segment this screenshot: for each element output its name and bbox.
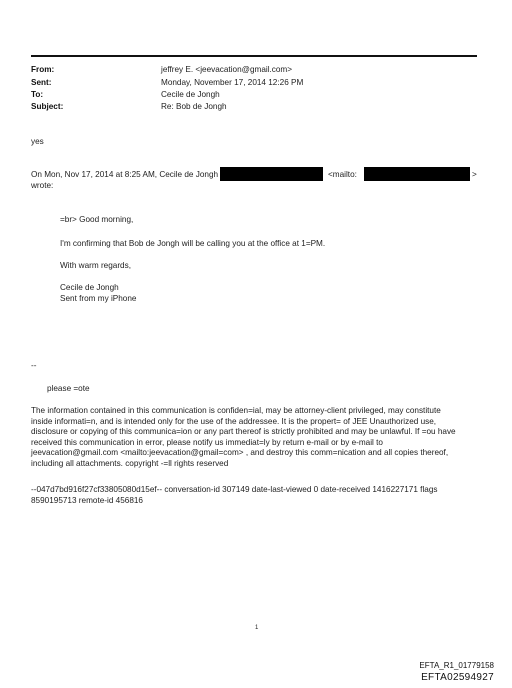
disclaimer-line: received this communication in error, please notify us immediat=ly by return e-mail or by e-mail to: [31, 437, 383, 447]
footer-id-secondary: EFTA02594927: [421, 672, 494, 683]
sent-label: Sent:: [31, 78, 52, 87]
redaction-box: [364, 167, 470, 181]
to-value: Cecile de Jongh: [161, 90, 220, 99]
please-note: please =ote: [47, 384, 90, 393]
separator: --: [31, 361, 37, 370]
reply-text: yes: [31, 137, 44, 146]
signature-device: Sent from my iPhone: [60, 294, 137, 303]
to-label: To:: [31, 90, 44, 99]
redaction-box: [220, 167, 323, 181]
page-number: 1: [255, 625, 259, 631]
disclaimer-line: inside informati=n, and is intended only for the use of the addressee. It is the propert= of JEE Unauthorized use,: [31, 416, 437, 426]
subject-label: Subject:: [31, 102, 64, 111]
greeting: =br> Good morning,: [60, 215, 134, 224]
from-label: From:: [31, 65, 55, 74]
metadata-line: 8590195713 remote-id 456816: [31, 495, 143, 505]
regards-line: With warm regards,: [60, 261, 131, 270]
metadata-line: --047d7bd916f27cf33805080d15ef-- conversation-id 307149 date-last-viewed 0 date-received 1416227171 flags: [31, 485, 438, 494]
disclaimer-line: jeevacation@gmail.com <mailto:jeevacation@gmail=com> , and destroy this comm=nication and all copies thereof,: [31, 448, 449, 458]
disclaimer: [31, 406, 501, 470]
signature-name: Cecile de Jongh: [60, 283, 119, 292]
mailto-prefix: <mailto:: [328, 170, 357, 179]
header-rule: [31, 55, 477, 57]
mailto-suffix: >: [472, 170, 477, 179]
message-metadata: [31, 485, 501, 506]
from-value: jeffrey E. <jeevacation@gmail.com>: [161, 65, 293, 74]
subject-value: Re: Bob de Jongh: [161, 102, 227, 111]
sent-value: Monday, November 17, 2014 12:26 PM: [161, 78, 304, 87]
disclaimer-line: including all attachments. copyright -=ll rights reserved: [31, 458, 229, 468]
wrote-text: wrote:: [31, 181, 54, 190]
quote-intro: On Mon, Nov 17, 2014 at 8:25 AM, Cecile de Jongh: [31, 170, 219, 179]
disclaimer-line: The information contained in this communication is confiden=ial, may be attorney-client privileged, may constitute: [31, 406, 441, 415]
disclaimer-line: disclosure or copying of this communica=ion or any part thereof is strictly prohibited and may be unlawful. If =ou have: [31, 427, 456, 437]
footer-id-primary: EFTA_R1_01779158: [419, 661, 494, 670]
confirm-line: I'm confirming that Bob de Jongh will be calling you at the office at 1=PM.: [60, 239, 326, 248]
